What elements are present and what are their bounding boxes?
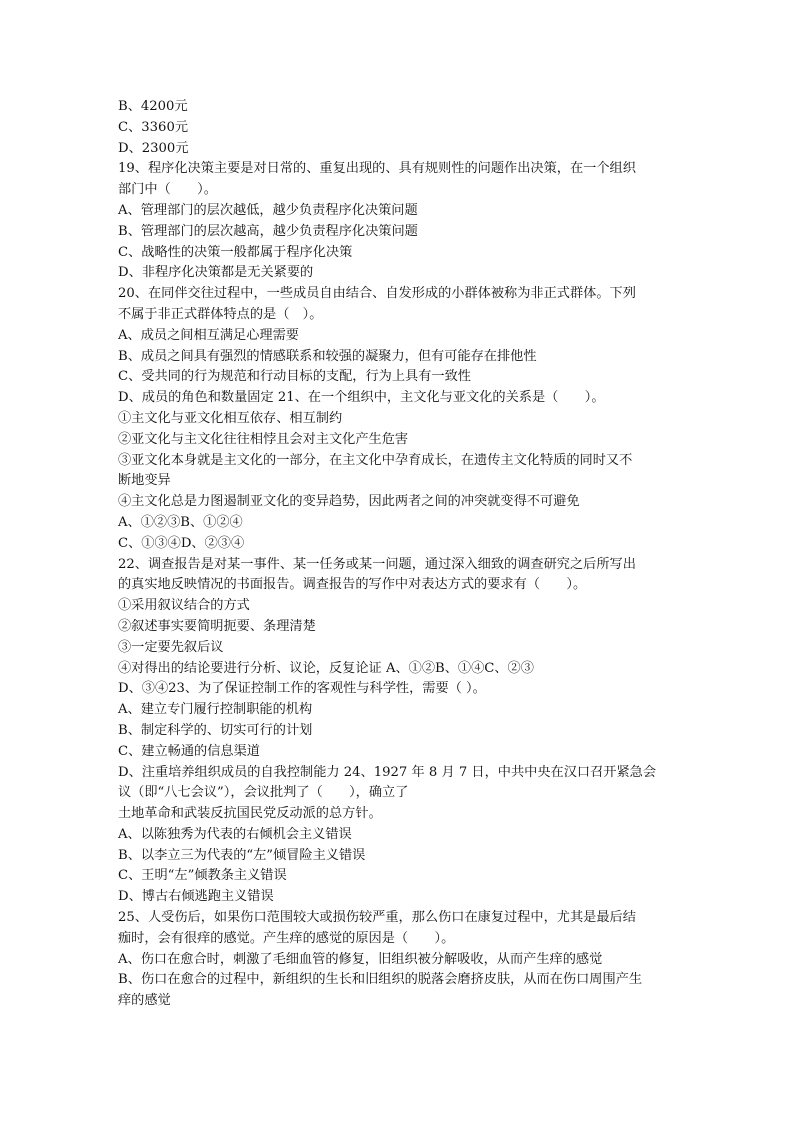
text-line: D、博古右倾逃跑主义错误 [118,889,274,905]
text-line: ①主文化与亚文化相互依存、相互制约 [118,410,343,426]
text-line: B、4200元 [118,99,188,114]
text-line: D、2300元 [118,140,189,156]
text-line: 22、调查报告是对某一事件、某一任务或某一问题，通过深入细致的调查研究之后所写出 [118,556,636,572]
text-line: A、建立专门履行控制职能的机构 [118,702,313,718]
text-line: ③亚文化本身就是主文化的一部分，在主文化中孕育成长，在遗传主文化特质的同时又不 [118,452,633,468]
text-line: A、管理部门的层次越低，越少负责程序化决策问题 [118,202,418,218]
text-line: 的真实地反映情况的书面报告。调查报告的写作中对表达方式的要求有（ ）。 [118,577,587,593]
text-line: ③一定要先叙后议 [118,639,224,655]
text-line: 不属于非正式群体特点的是（ ）。 [118,306,323,322]
text-line: D、非程序化决策都是无关紧要的 [118,265,314,281]
text-line: C、受共同的行为规范和行动目标的支配，行为上具有一致性 [118,369,471,385]
text-line: 断地变异 [118,473,171,489]
text-line: B、管理部门的层次越高，越少负责程序化决策问题 [118,223,418,239]
text-line: A、成员之间相互满足心理需要 [118,327,299,343]
text-line: ①采用叙议结合的方式 [118,598,250,614]
text-line: B、成员之间具有强烈的情感联系和较强的凝聚力，但有可能存在排他性 [118,348,537,364]
text-line: 20、在同伴交往过程中，一些成员自由结合、自发形成的小群体被称为非正式群体。下列 [118,286,636,302]
text-line: 痂时，会有很痒的感觉。产生痒的感觉的原因是（ ）。 [118,930,455,946]
text-line: 25、人受伤后，如果伤口范围较大或损伤较严重，那么伤口在康复过程中，尤其是最后结 [118,910,636,926]
text-line: A、伤口在愈合时，刺激了毛细血管的修复，旧组织被分解吸收，从而产生痒的感觉 [118,951,603,967]
text-line: D、成员的角色和数量固定 21、在一个组织中，主文化与亚文化的关系是（ ）。 [118,390,605,406]
text-line: C、①③④D、②③④ [118,535,245,551]
document-body [118,97,678,1012]
text-line: C、建立畅通的信息渠道 [118,743,260,759]
text-line: 部门中（ ）。 [118,182,217,198]
text-line: B、以李立三为代表的“左”倾冒险主义错误 [118,847,366,863]
text-line: C、3360元 [118,119,189,135]
text-line: 痒的感觉 [118,993,171,1009]
text-line: B、伤口在愈合的过程中，新组织的生长和旧组织的脱落会磨挤皮肤，从而在伤口周围产生 [118,972,642,988]
text-line: D、③④23、为了保证控制工作的客观性与科学性，需要（ ）。 [118,681,486,697]
text-line: A、①②③B、①②④ [118,514,243,530]
text-line: ④对得出的结论要进行分析、议论，反复论证 A、①②B、①④C、②③ [118,660,534,676]
text-line: A、以陈独秀为代表的右倾机会主义错误 [118,826,352,842]
text-line: 19、程序化决策主要是对日常的、重复出现的、具有规则性的问题作出决策，在一个组织 [118,161,636,177]
text-line: ④主文化总是力图遏制亚文化的变异趋势，因此两者之间的冲突就变得不可避免 [118,494,580,510]
text-line: D、注重培养组织成员的自我控制能力 24、1927 年 8 月 7 日，中共中央在汉口召开紧急会 [118,764,657,780]
text-line: C、王明“左”倾教条主义错误 [118,868,287,884]
text-line: 土地革命和武装反抗国民党反动派的总方针。 [118,806,382,822]
text-line: C、战略性的决策一般都属于程序化决策 [118,244,353,260]
text-line: ②亚文化与主文化往往相悖且会对主文化产生危害 [118,431,409,447]
text-line: ②叙述事实要简明扼要、条理清楚 [118,618,316,634]
text-line: B、制定科学的、切实可行的计划 [118,722,313,738]
text-line: 议（即“八七会议”），会议批判了（ ），确立了 [118,785,409,801]
